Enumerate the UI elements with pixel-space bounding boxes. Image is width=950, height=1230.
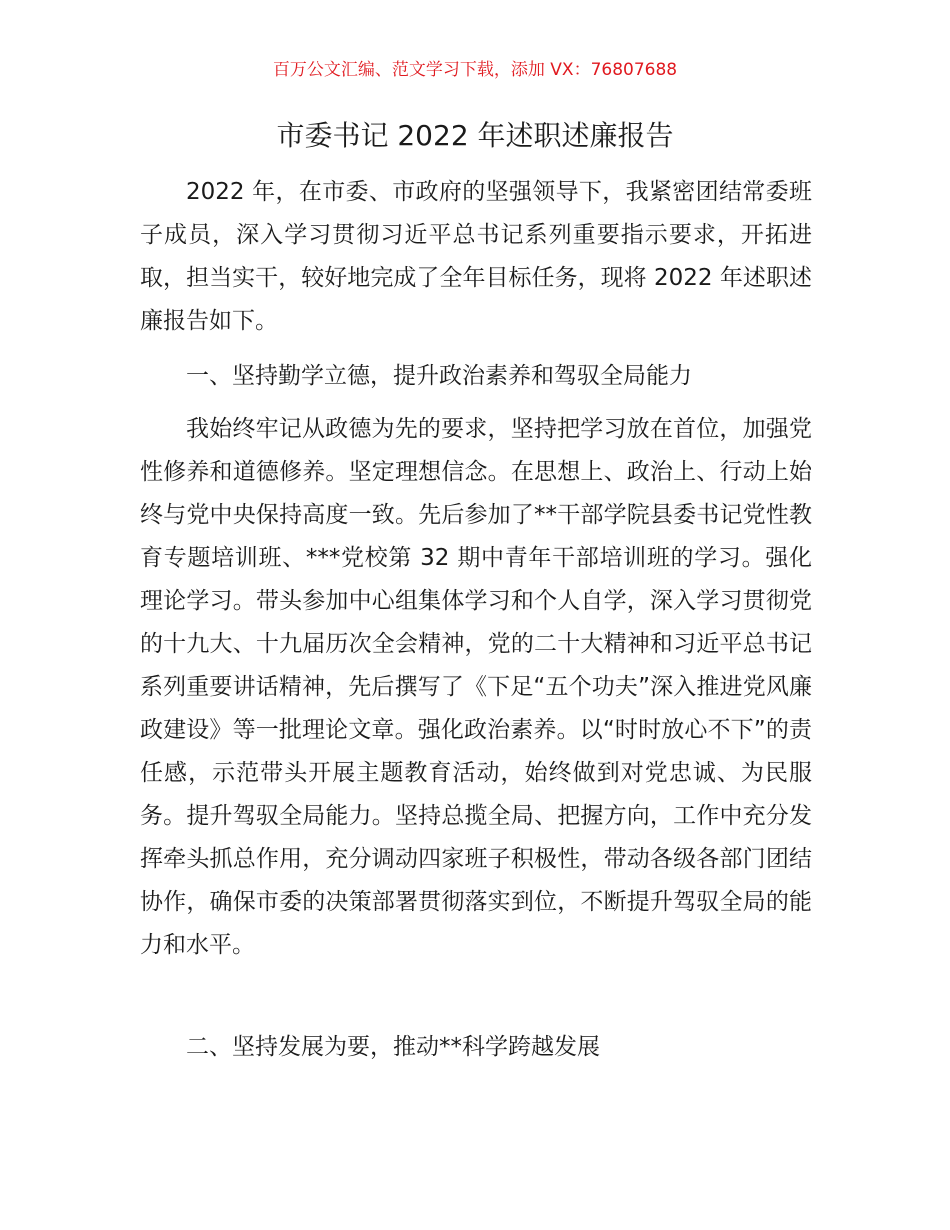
section-1-heading: 一、坚持勤学立德，提升政治素养和驾驭全局能力 [186, 363, 692, 389]
header-note: 百万公文汇编、范文学习下载，添加 VX：76807688 [272, 60, 678, 80]
document-title: 市委书记 2022 年述职述廉报告 [276, 119, 674, 152]
intro-paragraph: 2022 年，在市委、市政府的坚强领导下，我紧密团结常委班子成员，深入学习贯彻习近平总书记系列重要指示要求，开拓进取，担当实干，较好地完成了全年目标任务，现将 2022 年述职述廉报告如下。 [140, 179, 812, 334]
section-1-paragraph: 我始终牢记从政德为先的要求，坚持把学习放在首位，加强党性修养和道德修养。坚定理想信念。在思想上、政治上、行动上始终与党中央保持高度一致。先后参加了**干部学院县委书记党性教育专题培训班、***党校第 32 期中青年干部培训班的学习。强化理论学习。带头参加中心组集体学习和个人自学，深入学习贯彻党的十九大、十九届历次全会精神，党的二十大精神和习近平总书记系列重要讲话精神，先后撰写了《下足“五个功夫”深入推进党风廉政建设》等一批理论文章。强化政治素养。以“时时放心不下”的责任感，示范带头开展主题教育活动，始终做到对党忠诚、为民服务。提升驾驭全局能力。坚持总揽全局、把握方向，工作中充分发挥牵头抓总作用，充分调动四家班子积极性，带动各级各部门团结协作，确保市委的决策部署贯彻落实到位，不断提升驾驭全局的能力和水平。 [140, 416, 812, 958]
section-2-heading: 二、坚持发展为要，推动**科学跨越发展 [186, 1034, 600, 1060]
